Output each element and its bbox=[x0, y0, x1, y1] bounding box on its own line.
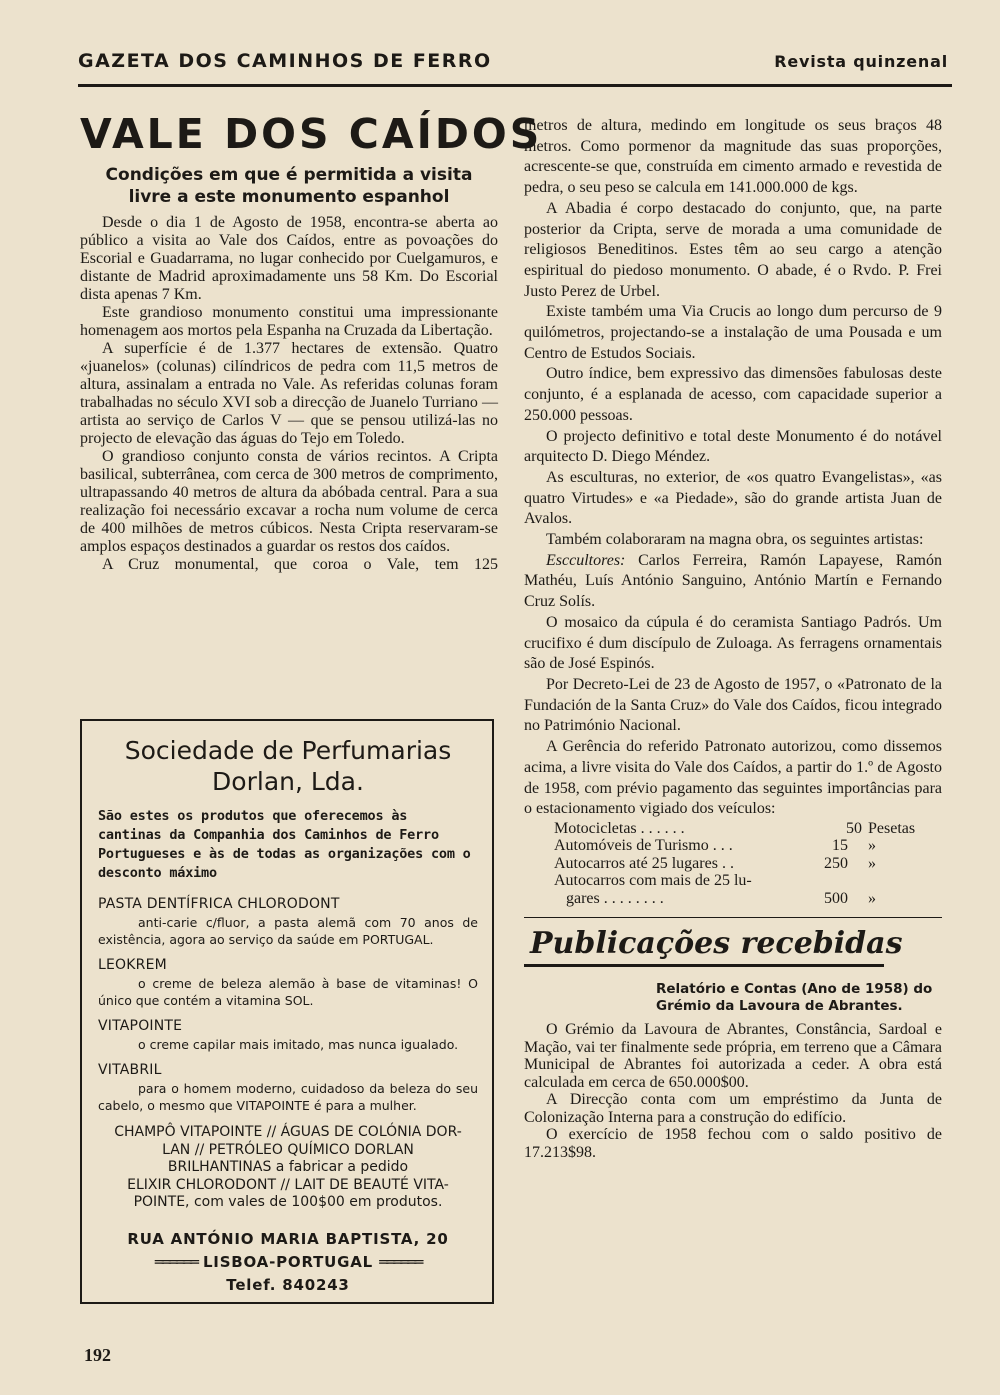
article-paragraph: Este grandioso monumento constitui uma impressionante homenagem aos mortos pela Espanha na Cruzada da Libertação. bbox=[80, 304, 498, 339]
product-name: LEOKREM bbox=[98, 957, 167, 973]
subtitle-line: Condições em que é permitida a visita bbox=[105, 165, 473, 185]
fee-row bbox=[554, 890, 942, 908]
article-body-left bbox=[80, 214, 498, 574]
ad-product-list bbox=[98, 1124, 478, 1212]
publication-frequency: Revista quinzenal bbox=[774, 52, 948, 71]
sculptors-paragraph bbox=[524, 551, 942, 613]
article-paragraph: A superfície é de 1.377 hectares de extensão. Quatro «juanelos» (colunas) cilíndricos de pedra com 11,5 metros de altura, assinalam a entrada no Vale. As referidas colunas foram trabalhadas no século XVI sob a direcção de Juanelo Turriano — artista ao serviço de Carlos V — que se pensou utilizá-las no projecto de elevação das águas do Tejo em Toledo. bbox=[80, 340, 498, 447]
heading-underline bbox=[524, 964, 884, 967]
fee-label: gares . . . . . . . . bbox=[566, 889, 664, 907]
product-description: o creme de beleza alemão à base de vitaminas! O único que contém a vitamina SOL. bbox=[98, 976, 478, 1008]
article-paragraph: Desde o dia 1 de Agosto de 1958, encontra-se aberta ao público a visita ao Vale dos Caídos, entre as povoações do Escorial e Guadarrama, no lugar conhecido por Cuelgamuros, e distante de Madrid aproximadamente uns 58 Km. Do Escorial dista apenas 7 Km. bbox=[80, 214, 498, 303]
section-rule bbox=[524, 917, 942, 918]
article-paragraph: Outro índice, bem expressivo das dimensões fabulosas deste conjunto, é a esplanada de acesso, com capacidade superior a 250.000 pessoas. bbox=[524, 365, 942, 424]
article-paragraph: A Gerência do referido Patronato autorizou, como dissemos acima, a livre visita do Vale dos Caídos, a partir do 1.º de Agosto de 1958, com prévio pagamento das seguintes importâncias para o estacionamento vigiado dos veículos: bbox=[524, 738, 942, 818]
article-title: VALE DOS CAÍDOS bbox=[80, 110, 543, 158]
article-paragraph: O grandioso conjunto consta de vários recintos. A Cripta basilical, subterrânea, com cerca de 300 metros de comprimento, ultrapassando 40 metros de altura da abóbada central. Para a sua realização foi necessário excavar a rocha num volume de cerca de 400 milhões de metros cúbicos. Nesta Cripta reservaram-se amplos espaços destinados a guardar os restos dos caídos. bbox=[80, 448, 498, 555]
ad-product bbox=[98, 1061, 478, 1114]
fee-row bbox=[554, 872, 942, 890]
report-title-line: Grémio da Lavoura de Abrantes. bbox=[656, 998, 903, 1015]
product-name: VITAPOINTE bbox=[98, 1018, 183, 1034]
article-paragraph: Por Decreto-Lei de 23 de Agosto de 1957, o «Patronato de la Fundación de la Santa Cruz» do Vale dos Caídos, ficou integrado no Património Nacional. bbox=[524, 675, 942, 735]
fee-unit: » bbox=[868, 889, 876, 907]
article-paragraph: O projecto definitivo e total deste Monumento é do notável arquitecto D. Diego Méndez. bbox=[524, 427, 942, 466]
article-paragraph: A Cruz monumental, que coroa o Vale, tem 125 bbox=[102, 556, 498, 573]
article-paragraph: Também colaboraram na magna obra, os seguintes artistas: bbox=[546, 531, 924, 549]
product-name: PASTA DENTÍFRICA CHLORODONT bbox=[98, 896, 340, 912]
company-name-line: Dorlan, Lda. bbox=[212, 767, 364, 796]
ad-company-name bbox=[98, 735, 478, 797]
report-body bbox=[524, 1021, 942, 1161]
header-rule bbox=[78, 84, 952, 87]
decorative-rule-icon: ══════ bbox=[379, 1252, 422, 1271]
fee-unit: » bbox=[868, 854, 876, 872]
report-title bbox=[656, 981, 942, 1015]
report-paragraph: A Direcção conta com um empréstimo da Junta de Colonização Interna para a construção do edifício. bbox=[524, 1091, 942, 1126]
product-description: anti-carie c/fluor, a pasta alemã com 70 anos de existência, agora ao serviço da saúde em PORTUGAL. bbox=[98, 915, 478, 947]
product-description: o creme capilar mais imitado, mas nunca igualado. bbox=[138, 1037, 459, 1052]
publications-heading: Publicações recebidas bbox=[530, 926, 903, 962]
fee-unit: Pesetas bbox=[868, 819, 916, 837]
fee-unit: » bbox=[868, 837, 876, 855]
ad-line: CHAMPÔ VITAPOINTE // ÁGUAS DE COLÓNIA DOR- bbox=[114, 1124, 462, 1140]
fee-label: Autocarros com mais de 25 lu- bbox=[554, 872, 752, 890]
publication-title: GAZETA DOS CAMINHOS DE FERRO bbox=[78, 50, 492, 72]
city-address bbox=[98, 1251, 478, 1274]
company-name-line: Sociedade de Perfumarias bbox=[124, 736, 452, 765]
fee-amount: 500 bbox=[824, 889, 848, 907]
page-number: 192 bbox=[84, 1345, 111, 1365]
sculptors-text: Carlos Ferreira, Ramón Lapayese, Ramón Mathéu, Luís António Sanguino, António Martín e Fernando Cruz Solís. bbox=[524, 551, 942, 611]
fee-label: Autocarros até 25 lugares . . bbox=[554, 854, 734, 872]
subtitle-line: livre a este monumento espanhol bbox=[128, 187, 450, 207]
fee-label: Motocicletas . . . . . . bbox=[554, 819, 685, 837]
article-paragraph: A Abadia é corpo destacado do conjunto, que, na parte posterior da Cripta, serve de morada a uma comunidade de religiosos Beneditinos. Estes têm ao seu cargo a atenção espiritual do piedoso monumento. O abade, é o Rvdo. P. Frei Justo Perez de Urbel. bbox=[524, 199, 942, 300]
sculptors-label: Esccultores: bbox=[546, 551, 626, 569]
ad-line: LAN // PETRÓLEO QUÍMICO DORLAN bbox=[162, 1141, 414, 1158]
left-column bbox=[80, 110, 543, 574]
fee-row bbox=[554, 855, 942, 873]
fee-row bbox=[554, 837, 942, 855]
parking-fees-table bbox=[554, 820, 942, 908]
ad-product bbox=[98, 1017, 478, 1053]
ad-intro: São estes os produtos que oferecemos às cantinas da Companhia dos Caminhos de Ferro Portugueses e às de todas as organizações com o desconto máximo bbox=[98, 808, 471, 881]
article-subtitle bbox=[80, 164, 498, 208]
city-name: LISBOA-PORTUGAL bbox=[202, 1252, 374, 1271]
fee-amount: 15 bbox=[832, 837, 848, 855]
right-column bbox=[524, 116, 942, 1161]
decorative-rule-icon: ══════ bbox=[154, 1252, 197, 1271]
fee-label: Automóveis de Turismo . . . bbox=[554, 837, 733, 855]
article-paragraph: Existe também uma Via Crucis ao longo dum percurso de 9 quilómetros, projectando-se a instalação de uma Pousada e um Centro de Estudos Sociais. bbox=[524, 303, 942, 362]
product-name: VITABRIL bbox=[98, 1062, 162, 1078]
ad-line: BRILHANTINAS a fabricar a pedido bbox=[167, 1159, 409, 1175]
fee-amount: 50 bbox=[846, 819, 862, 837]
street-address: RUA ANTÓNIO MARIA BAPTISTA, 20 bbox=[127, 1229, 449, 1248]
advertisement-box bbox=[80, 719, 494, 1304]
article-paragraph: metros de altura, medindo em longitude os seus braços 48 metros. Como pormenor da magnitude das suas proporções, acrescente-se que, construída em cimento armado e revestida de pedra, o seu peso se calcula em 141.000.000 de kgs. bbox=[524, 117, 942, 197]
fee-amount: 250 bbox=[824, 854, 848, 872]
article-paragraph: As esculturas, no exterior, de «os quatro Evangelistas», «as quatro Virtudes» e «a Piedade», são do grande artista Juan de Avalos. bbox=[524, 468, 942, 528]
phone-number: Telef. 840243 bbox=[226, 1275, 350, 1294]
ad-product bbox=[98, 956, 478, 1009]
fee-row bbox=[554, 820, 942, 838]
report-paragraph: O Grémio da Lavoura de Abrantes, Constância, Sardoal e Mação, vai ter finalmente sede própria, em terreno que a Câmara Municipal de Abrantes foi autorizada a ceder. A obra está calculada em cerca de 650.000$00. bbox=[524, 1021, 942, 1091]
ad-address bbox=[98, 1228, 478, 1297]
report-paragraph: O exercício de 1958 fechou com o saldo positivo de 17.213$98. bbox=[524, 1126, 942, 1161]
report-title-line: Relatório e Contas (Ano de 1958) do bbox=[656, 981, 933, 998]
product-description: para o homem moderno, cuidadoso da beleza do seu cabelo, o mesmo que VITAPOINTE é para a mulher. bbox=[98, 1081, 478, 1113]
ad-product bbox=[98, 895, 478, 948]
ad-line: POINTE, com vales de 100$00 em produtos. bbox=[133, 1194, 443, 1210]
article-paragraph: O mosaico da cúpula é do ceramista Santiago Padrós. Um crucifixo é dum discípulo de Zuloaga. As ferragens ornamentais são de José Espinós. bbox=[524, 613, 942, 673]
ad-line: ELIXIR CHLORODONT // LAIT DE BEAUTÉ VITA- bbox=[127, 1176, 449, 1193]
